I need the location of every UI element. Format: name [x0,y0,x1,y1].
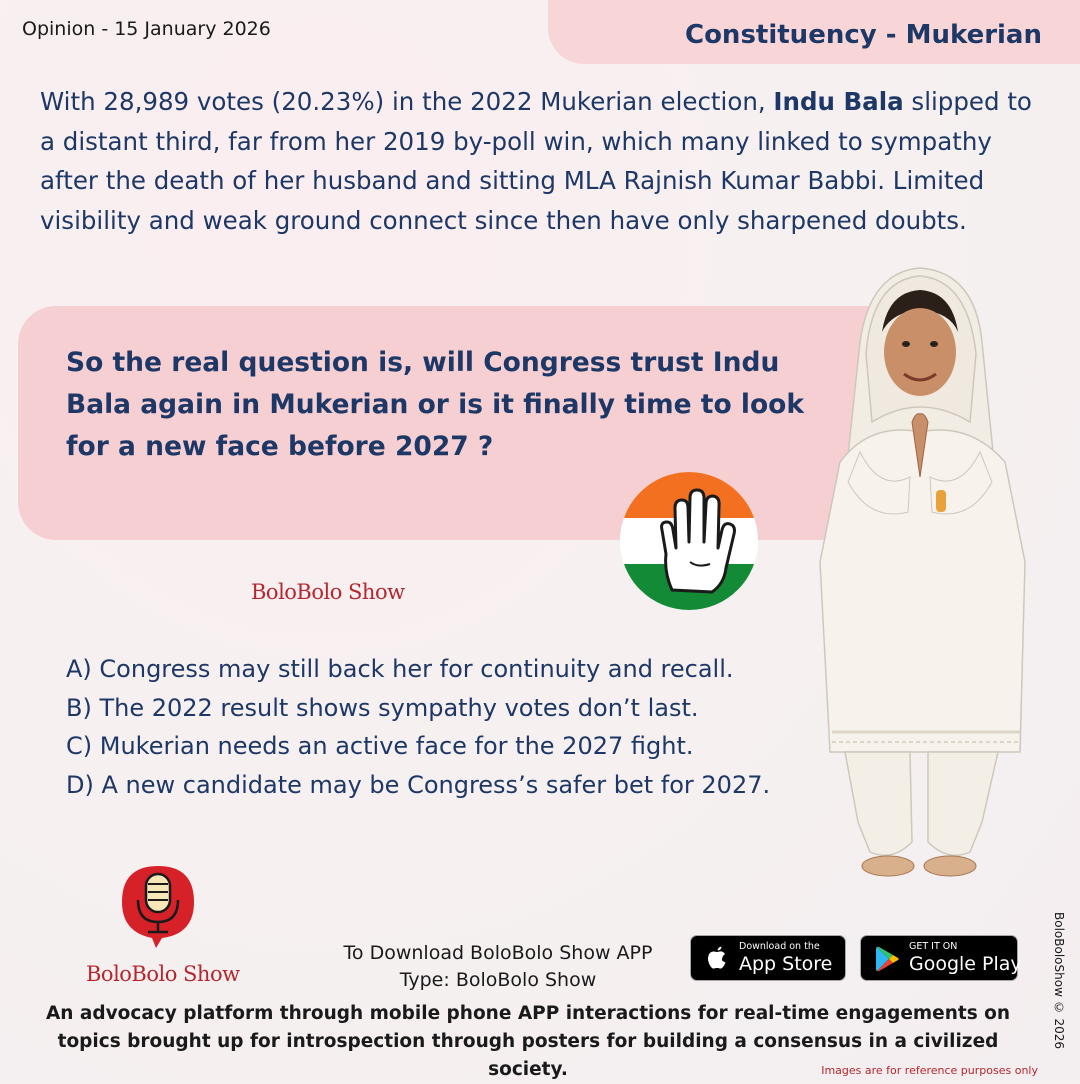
microphone-icon [118,862,198,948]
google-play-icon [873,945,901,973]
app-store-small-label: Download on the [739,941,820,952]
download-line-2: Type: BoloBolo Show [399,969,597,991]
platform-tagline: An advocacy platform through mobile phone APP interactions for real-time engagements on topics brought up for introspection through posters for building a consensus in a civilized society. [45,1003,1011,1080]
constituency-title: Constituency - Mukerian [684,20,1042,50]
question-text: So the real question is, will Congress trust Indu Bala again in Mukerian or is it finally time to look for a new face before 2027 ? [66,347,805,462]
brand-logo-text: BoloBolo Show [86,962,240,986]
app-store-label: App Store [739,953,833,975]
google-play-label: Google Play [909,953,1022,975]
copyright-notice: BoloBoloShow © 2026 [1052,912,1066,1050]
options-list [66,650,846,804]
brand-watermark: BoloBolo Show [251,580,405,604]
date-label: Opinion - 15 January 2026 [22,18,271,40]
intro-text-start: With 28,989 votes (20.23%) in the 2022 Mukerian election, [40,87,774,116]
option-c: C) Mukerian needs an active face for the 2027 fight. [66,732,694,760]
apple-icon [703,945,731,973]
app-store-button[interactable] [690,935,846,981]
congress-party-logo [620,472,758,610]
download-instructions [318,940,678,994]
intro-paragraph [40,82,1050,240]
intro-text-end: slipped to a distant third, far from her 2019 by-poll win, which many linked to sympathy after the death of her husband and sitting MLA Rajnish Kumar Babbi. Limited visibility and weak ground connect since then have only sharpened doubts. [40,87,1032,235]
candidate-name: Indu Bala [773,87,904,116]
option-b: B) The 2022 result shows sympathy votes don’t last. [66,693,699,722]
option-a: A) Congress may still back her for continuity and recall. [66,655,734,683]
congress-hand-icon [620,472,758,610]
google-play-small-label: GET IT ON [909,941,958,952]
option-d: D) A new candidate may be Congress’s safer bet for 2027. [66,770,771,799]
google-play-button[interactable] [860,935,1022,981]
download-line-1: To Download BoloBolo Show APP [343,942,653,964]
image-disclaimer: Images are for reference purposes only [821,1064,1038,1077]
